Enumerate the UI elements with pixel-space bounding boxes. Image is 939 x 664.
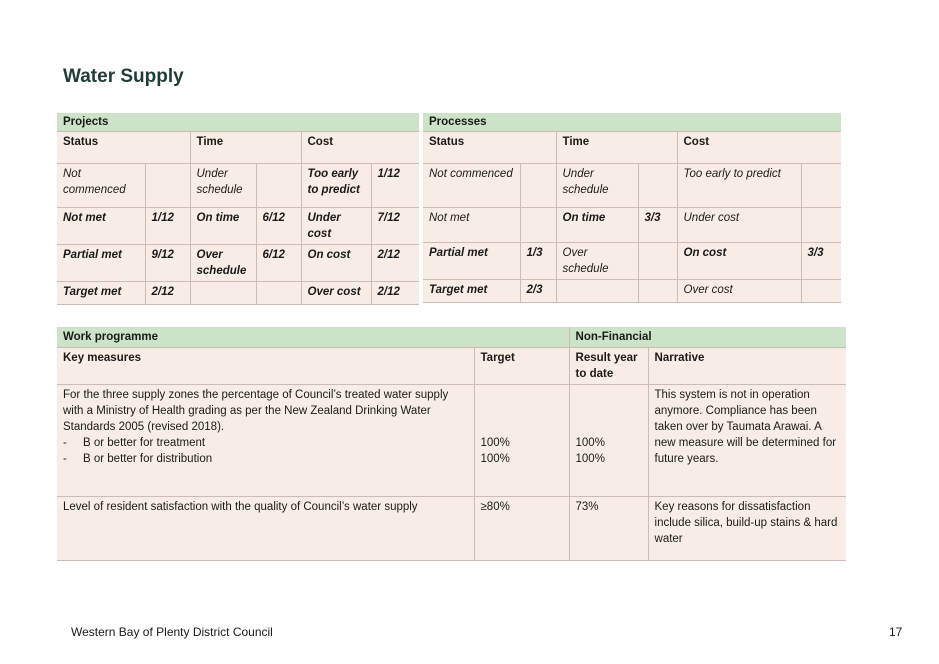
projects-cost-header: Cost <box>301 132 419 164</box>
measure-cell: Level of resident satisfaction with the quality of Council’s water supply <box>57 497 474 561</box>
projects-cell: Under schedule <box>190 164 256 208</box>
projects-cell: Not commenced <box>57 164 145 208</box>
processes-cost-header: Cost <box>677 132 841 164</box>
projects-cell: 1/12 <box>371 164 419 208</box>
processes-cell: 3/3 <box>638 208 677 243</box>
processes-cell <box>556 280 638 303</box>
page-number: 17 <box>889 625 903 639</box>
processes-cell <box>520 208 556 243</box>
processes-cell: Target met <box>423 280 520 303</box>
processes-cell <box>638 280 677 303</box>
projects-cell: Not met <box>57 208 145 245</box>
projects-cell: Over schedule <box>190 245 256 282</box>
footer-org: Western Bay of Plenty District Council <box>71 625 273 639</box>
projects-cell <box>190 282 256 305</box>
result-cell: 73% <box>569 497 648 561</box>
processes-cell <box>520 164 556 208</box>
processes-cell: Not commenced <box>423 164 520 208</box>
processes-cell: Under cost <box>677 208 801 243</box>
narrative-header: Narrative <box>648 348 846 385</box>
projects-cell: 2/12 <box>145 282 190 305</box>
measure-text: For the three supply zones the percentage of Council’s treated water supply with a Ministry of Health grading as per the New Zealand Drinking Water Standards 2005 (revised 2018). <box>63 389 449 433</box>
non-financial-header: Non-Financial <box>569 327 846 348</box>
processes-cell <box>638 164 677 208</box>
processes-cell: Over schedule <box>556 243 638 280</box>
projects-cell: 9/12 <box>145 245 190 282</box>
projects-cell: 2/12 <box>371 282 419 305</box>
projects-cell: 1/12 <box>145 208 190 245</box>
projects-cell: 2/12 <box>371 245 419 282</box>
processes-cell <box>638 243 677 280</box>
target-cell <box>474 385 569 497</box>
projects-cell: On time <box>190 208 256 245</box>
result-header: Result year to date <box>569 348 648 385</box>
processes-table <box>423 113 841 303</box>
projects-cell: 7/12 <box>371 208 419 245</box>
projects-cell <box>145 164 190 208</box>
processes-cell: Partial met <box>423 243 520 280</box>
projects-cell: Under cost <box>301 208 371 245</box>
processes-cell: 1/3 <box>520 243 556 280</box>
narrative-cell: This system is not in operation anymore. Compliance has been taken over by Taumata Arawai. A new measure will be determined for future years. <box>648 385 846 497</box>
processes-cell: Over cost <box>677 280 801 303</box>
target-cell: ≥80% <box>474 497 569 561</box>
projects-cell: 6/12 <box>256 245 301 282</box>
processes-cell: Too early to predict <box>677 164 801 208</box>
measure-cell <box>57 385 474 497</box>
projects-time-header: Time <box>190 132 301 164</box>
work-programme-table <box>57 327 846 561</box>
processes-cell: 3/3 <box>801 243 841 280</box>
projects-cell: On cost <box>301 245 371 282</box>
page-title: Water Supply <box>63 66 184 87</box>
processes-cell <box>801 208 841 243</box>
work-programme-header: Work programme <box>57 327 569 348</box>
processes-cell: Not met <box>423 208 520 243</box>
projects-status-header: Status <box>57 132 190 164</box>
projects-cell: Too early to predict <box>301 164 371 208</box>
processes-header: Processes <box>423 113 841 132</box>
projects-cell: 6/12 <box>256 208 301 245</box>
processes-cell <box>801 164 841 208</box>
processes-cell: 2/3 <box>520 280 556 303</box>
processes-status-header: Status <box>423 132 556 164</box>
projects-table <box>57 113 419 305</box>
narrative-cell: Key reasons for dissatisfaction include silica, build-up stains & hard water <box>648 497 846 561</box>
processes-cell: Under schedule <box>556 164 638 208</box>
target-header: Target <box>474 348 569 385</box>
processes-time-header: Time <box>556 132 677 164</box>
result-cell <box>569 385 648 497</box>
target-value: 100% <box>480 437 510 449</box>
target-value: 100% <box>480 453 510 465</box>
measure-bullet: - B or better for treatment <box>63 435 468 451</box>
projects-header: Projects <box>57 113 419 132</box>
projects-cell: Partial met <box>57 245 145 282</box>
projects-cell: Over cost <box>301 282 371 305</box>
projects-cell <box>256 282 301 305</box>
key-measures-header: Key measures <box>57 348 474 385</box>
processes-cell <box>801 280 841 303</box>
processes-cell: On time <box>556 208 638 243</box>
projects-cell: Target met <box>57 282 145 305</box>
measure-bullet: - B or better for distribution <box>63 451 468 467</box>
result-value: 100% <box>575 437 605 449</box>
processes-cell: On cost <box>677 243 801 280</box>
projects-cell <box>256 164 301 208</box>
result-value: 100% <box>575 453 605 465</box>
